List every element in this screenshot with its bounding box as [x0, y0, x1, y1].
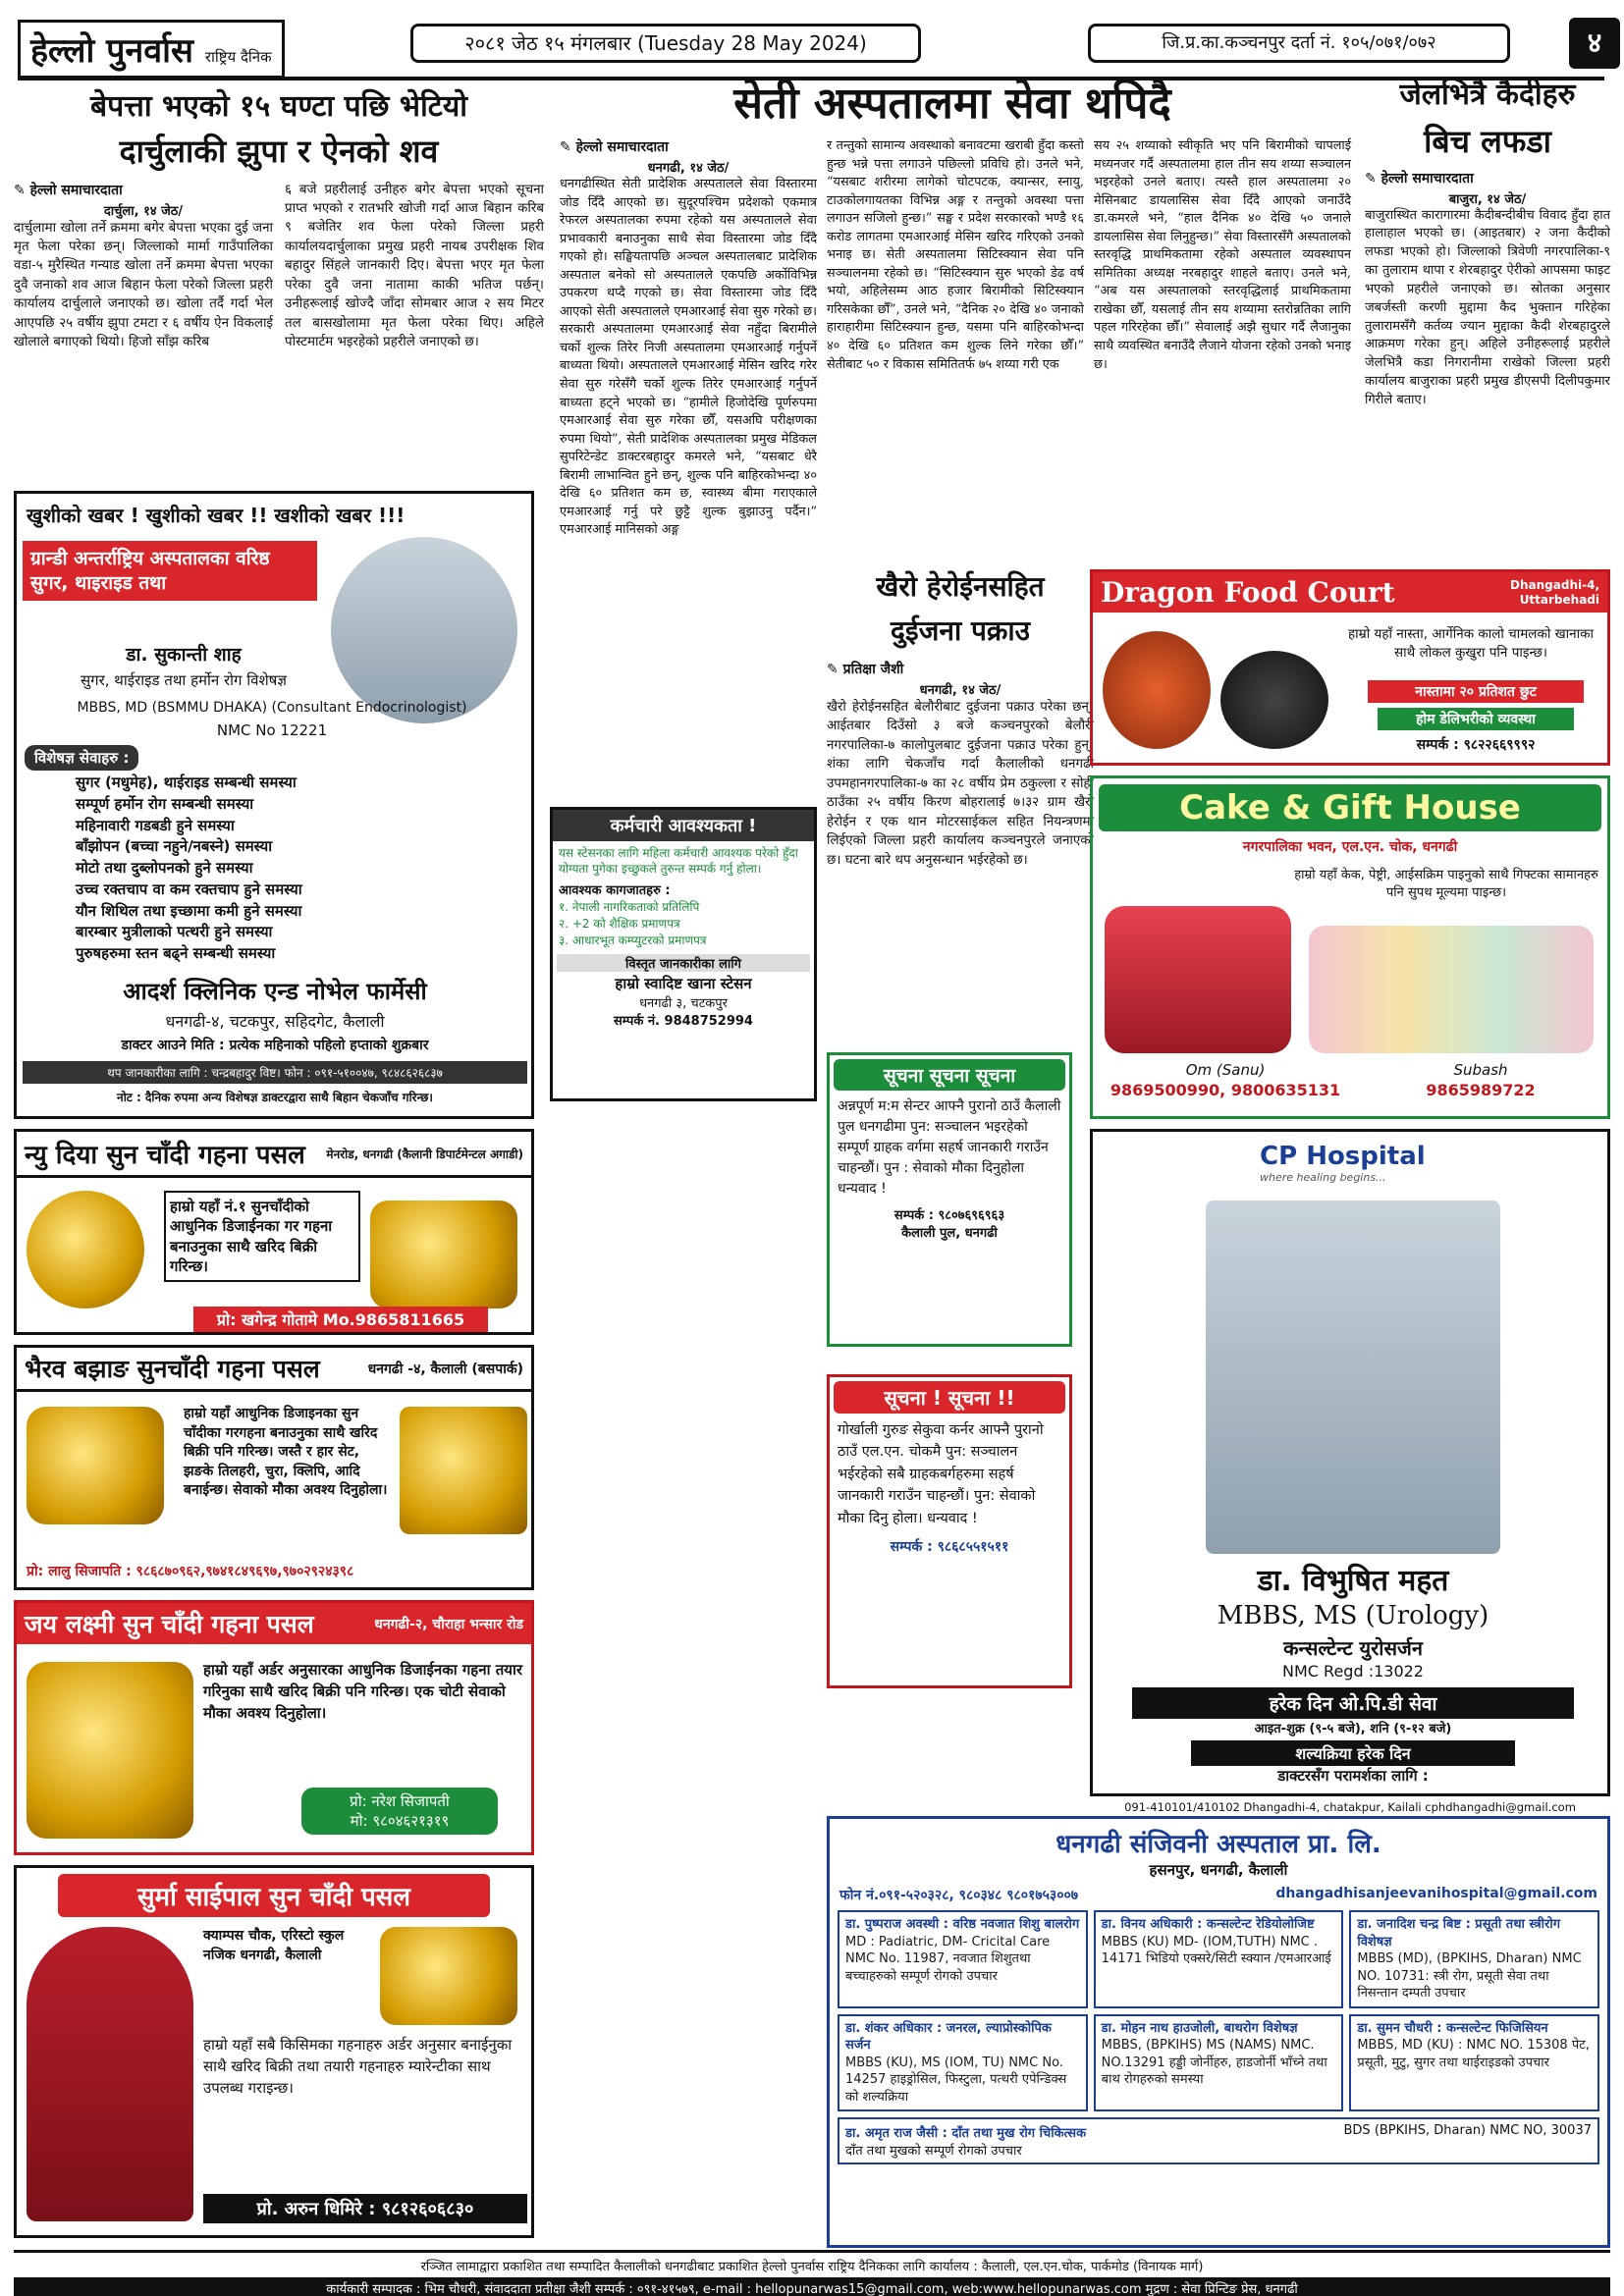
ad-offer: नास्तामा २० प्रतिशत छुट: [1368, 680, 1584, 703]
dateline-place: धनगढी, १४ जेठ/: [919, 683, 1001, 698]
logo-tagline: where healing begins...: [1260, 1171, 1386, 1184]
clinic-name: आदर्श क्लिनिक एन्ड नोभेल फार्मेसी: [123, 978, 427, 1005]
ad-new-diya-jewellers: [14, 1129, 534, 1335]
service-item: बाँझोपन (बच्चा नहुने/नबस्ने) समस्या: [76, 837, 273, 856]
owner-name: प्रो: नरेश सिजापती: [350, 1792, 450, 1810]
byline-text: हेल्लो समाचारदाता: [29, 182, 123, 198]
doctor-card-detail: MD : Padiatric, DM- Cricital Care NMC No. 11987, नवजात शिशुतथा बच्चाहरुको सम्पूर्ण रोगको उपचार: [845, 1934, 1051, 1984]
ad-location: मेनरोड, धनगढी (कैलानी डिपार्टमेन्टल अगाडी): [326, 1147, 523, 1161]
dentist-detail: BDS (BPKIHS, Dharan) NMC NO, 30037: [1343, 2123, 1592, 2139]
doctor-card-detail: MBBS, (BPKIHS) MS (NAMS) NMC. NO.13291 हड्डी जोर्नीहरु, हाडजोर्नी भाँच्ने तथा बाथ रोगहरुको समस्या: [1101, 2038, 1327, 2088]
black-rice-image: [1220, 651, 1328, 749]
ad-text: यस स्टेसनका लागि महिला कर्मचारी आवश्यक परेको हुँदा योग्यता पुगेका इच्छुकले तुरुन्त सम्पर्क गर्नु होला।: [559, 846, 798, 877]
doctor-role: कन्सल्टेन्ट युरोसर्जन: [1283, 1636, 1423, 1660]
ad-owner: प्रो. अरुन धिमिरे : ९८१२६०६८३०: [203, 2194, 527, 2223]
doctor-specialty: सुगर, थाईराइड तथा हर्मोन रोग विशेषज्ञ: [81, 671, 287, 689]
ad-jay-laxmi-jewellers: [14, 1600, 534, 1855]
opd-service: हरेक दिन ओ.पि.डी सेवा: [1132, 1687, 1574, 1719]
article-body: धनगढीस्थित सेती प्रादेशिक अस्पतालले सेवा विस्तारमा जोड दिँदै आएको छ। सुदूरपश्चिम प्रदेशको एकमात्र रेफरल अस्पतालका रुपमा रहेको यस अस्पतालले सेवा प्रभावकारी बनाउनुका साथै सेवा विस्तारमा जोड दिँदै गएको हो। सङ्घियतापछि अञ्चल अस्पतालबाट प्रादेशिक अस्पताल बनेको सो अस्पतालले एकपछि अर्कोविभिन्न उपकरण थप्दै गएको छ। सेवा विस्तारमा जोड दिँदै आएको सेती अस्पतालले एमआरआई सेवा सुरु गरेको छ। सरकारी अस्पतालमा एमआरआई सेवा नहुँदा बिरामीले चर्को शुल्क तिरेर निजी अस्पतालमा एमआरआई गर्नुपर्ने बाध्यता थियो। अस्पतालले एमआरआई मेसिन खरिद गरेर सेवा सुरु गरेसँगै चर्को शुल्क तिरेर एमआरआई गर्नुपर्ने बाध्यता हट्ने भएको छ। “हामीले हिजोदेखि पूर्णरुपमा एमआरआई सेवा सुरु गरेका छौँ, यसअघि परीक्षणका रुपमा थियो”, सेती प्रादेशिक अस्पतालका प्रमुख मेडिकल सुपरिटेन्डेट डाक्टरबहादुर कमरले भने, “यसबाट धेरै बिरामी लाभान्वित हुने छन्, शुल्क पनि बाहिरकोभन्दा ४० देखि ६० प्रतिशत कम छ, स्वास्थ्य बीमा गराएकाले एमआरआई गर्नु परे छुट्टै शुल्क बुझाउनु पर्दैन।” एमआरआई मानिसको अङ्ग: [560, 177, 817, 538]
ad-contact: सम्पर्क : ९८०७६९६९६३: [893, 1208, 1005, 1223]
doctor-name: डा. सुकान्ती शाह: [126, 644, 242, 666]
model-photo: [27, 1927, 193, 2221]
necklace-image: [27, 1191, 144, 1308]
ad-bhairav-bajhang-jewellers: [14, 1345, 534, 1590]
headline: दार्चुलाकी झुपा र ऐनको शव: [119, 132, 439, 170]
byline-text: प्रतिक्षा जैशी: [842, 662, 904, 677]
cake-image: [1105, 906, 1291, 1053]
hospital-email: dhangadhisanjeevanihospital@gmail.com: [1275, 1886, 1597, 1901]
jewellery-image: [400, 1407, 527, 1534]
ad-location: धनगढी -४, कैलाली (बसपार्क): [367, 1361, 523, 1377]
logo-text: CP Hospital: [1260, 1142, 1426, 1171]
doctor-name: डा. विभुषित महत: [1257, 1564, 1449, 1598]
hospital-logo: [1260, 1142, 1456, 1184]
doctor-card-detail: MBBS (KU), MS (IOM, TU) NMC No. 14257 हाइड्रोसिल, फिस्टुला, पत्थरी एपेन्डिक्स को शल्यक्रिया: [845, 2055, 1067, 2105]
doctor-card-name: डा. सुमन चौधरी : कन्सल्टेन्ट फिजिसियन: [1357, 2020, 1548, 2036]
ad-surma-saipal-jewellers: [14, 1865, 534, 2238]
ad-red-title: ग्रान्डी अन्तर्राष्ट्रिय अस्पतालका वरिष्ठ सुगर, थाइराइड तथा: [23, 541, 317, 601]
ad-gorkhali-sekuwa-notice: [827, 1374, 1072, 1688]
story-bajura-jail: [1365, 77, 1610, 410]
dentist-name: डा. अमृत राज जैसी : दाँत तथा मुख रोग चिकित्सक: [845, 2126, 1087, 2142]
necklace-image: [27, 1662, 193, 1839]
story-heroin-arrest: [827, 569, 1094, 870]
ad-text: हाम्रो यहाँ आधुनिक डिजाइनका सुन चाँदीका गरगहना बनाउनुका साथै खरिद बिक्री पनि गरिन्छ। जस्तै र हार सेट, झङके तिलहरी, चुरा, क्लिपि, आदि बनाईन्छ। सेवाको मौका अवश्य दिनुहोला।: [184, 1406, 388, 1499]
byline-text: हेल्लो समाचारदाता: [575, 139, 669, 155]
doctor-card-name: डा. विनय अधिकारी : कन्सल्टेन्ट रेडियोलोजिष्ट: [1101, 1917, 1315, 1932]
doctor-card: [1349, 1910, 1599, 2008]
masthead-subtitle: राष्ट्रिय दैनिक: [204, 48, 272, 66]
contact-person: Subash: [1453, 1061, 1508, 1079]
headline: खैरो हेरोईनसहित: [876, 570, 1045, 603]
jewellery-image: [27, 1407, 164, 1524]
contact-phone: 9865989722: [1426, 1081, 1536, 1099]
ad-text: हाम्रो यहाँ केक, पेष्ट्री, आईसक्रिम पाइनुको साथै गिफ्टका सामानहरु पनि सुपथ मूल्यमा पाइन्छ।: [1294, 868, 1598, 901]
byline-text: हेल्लो समाचारदाता: [1380, 170, 1474, 187]
ad-owner: प्रो: खगेन्द्र गोतामे Mo.9865811665: [193, 1307, 488, 1332]
doctor-card-detail: MBBS (MD), (BPKIHS, Dharan) NMC NO. 10731: स्त्री रोग, प्रसूती सेवा तथा निसन्तान दम्पती उपचार: [1357, 1951, 1582, 2002]
ad-title: जय लक्ष्मी सुन चाँदी गहना पसल: [25, 1610, 314, 1638]
dateline-place: दार्चुला, १४ जेठ/: [103, 203, 184, 219]
page-number: ४: [1569, 18, 1620, 69]
dateline-place: धनगढी, १४ जेठ/: [647, 161, 730, 176]
article-body: सय २५ शय्याको स्वीकृति भए पनि बिरामीको चापलाई मध्यनजर गर्दै अस्पतालमा हाल तीन सय शय्या सञ्चालन भइरहेको उनले बताए। त्यस्तै हाल अस्पतालमा २० मेसिनबाट डायलासिस सेवा दिँदै आएको जनाउँदै डा.कमरले भने, “हाल दैनिक ४० देखि ५० जनाले डायलासिस सेवा लिनुहुन्छ।” सेवा विस्तारसँगै अस्पतालको स्तरवृद्धि प्राथमिकतामा रहेको अस्पताल व्यवस्थापन समितिका अध्यक्ष नरबहादुर शाहले बताए। उनले भने, “अब यस अस्पतालको स्तरवृद्धिलाई प्राथमिकतामा राखेका छौँ, यसलाई तीन सय शय्यामा स्तरोन्नतिका लागि पहल गरिरहेका छौँ।” सेवालाई अझै सुधार गर्दै लैजानुका साथै व्यवस्थित बनाउँदै लैजाने योजना रहेको उनको भनाइ छ।: [1094, 138, 1351, 372]
business-address: धनगढी ३, चटकपुर: [639, 996, 728, 1012]
byline: ✎ प्रतिक्षा जैशी: [827, 662, 904, 677]
ad-location: नगरपालिका भवन, एल.एन. चोक, धनगढी: [1242, 839, 1458, 855]
surgery-daily: शल्यक्रिया हरेक दिन: [1191, 1740, 1515, 1766]
dateline: २०८१ जेठ १५ मंगलबार (Tuesday 28 May 2024): [410, 24, 921, 63]
ad-title: सूचना ! सूचना !!: [834, 1381, 1065, 1414]
ad-owner: प्रो: लालु सिजापति : ९८६८७०९६२,९७४१८४९६९७,९७०२९२४३९८: [27, 1564, 354, 1579]
ad-job-vacancy: [550, 807, 817, 1101]
service-item: पुरुषहरुमा स्तन बढ्ने सम्बन्धी समस्या: [76, 944, 276, 962]
ad-location: [1510, 578, 1599, 607]
service-item: सुगर (मधुमेह), थाईराइड सम्बन्धी समस्या: [76, 774, 297, 791]
masthead-title: हेल्लो पुनर्वास: [30, 31, 193, 71]
story-seti-hospital: [560, 77, 1345, 131]
article-body: र तन्तुको सामान्य अवस्थाको बनावटमा खराबी हुँदा कस्तो हुन्छ भन्ने पत्ता लगाउने पछिल्लो प्रविधि हो। उनले भने, “यसबाट शरीरमा लागेको चोटपटक, क्यान्सर, स्नायु, टाउकोलगायतका विभिन्न अङ्ग र तन्तुको अवस्था पत्ता लगाउन सजिलो हुन्छ।” सङ्घ र प्रदेश सरकारको भण्डै १६ करोड लागतमा एमआरआई मेसिन खरिद गरिएको उनको भनाइ छ। सेती अस्पतालमा सिटिस्क्यान सेवा पनि सञ्चालनमा रहेको छ। “सिटिस्क्यान सुरु भएको डेढ वर्ष भयो, अहिलेसम्म आठ हजार बिरामीको सिटिस्क्यान गरिसकेका छौँ”, उनले भने, “दैनिक २० देखि ४० जनाको हाराहारीमा सिटिस्क्यान हुन्छ, यसमा पनि बाहिरकोभन्दा ४० देखि ६० प्रतिशत कम शुल्क लिने गरेका छौँ।” सेतीबाट ५० र विकास समितितर्फ ७५ शय्या गरी एक: [827, 138, 1084, 372]
ad-delivery: होम डेलिभरीको व्यवस्था: [1378, 708, 1574, 730]
doctor-card-name: डा. शंकर अधिकार : जनरल, ल्याप्रोस्कोपिक सर्जन: [845, 2020, 1052, 2054]
hospital-name: धनगढी संजिवनी अस्पताल प्रा. लि.: [1056, 1830, 1381, 1859]
ad-contact: सम्पर्क : ९८६८५५१५११: [890, 1539, 1009, 1556]
footer-publisher: रञ्जित लामाद्वारा प्रकाशित तथा सम्पादित कैलालीको धनगढीबाट प्रकाशित हेल्लो पुनर्वास राष्ट्रिय दैनिकका लागि कार्यालय : कैलाली, एल.एन.चोक, पार्कमोड (विनायक मार्ग): [420, 2260, 1204, 2274]
doctor-nmc: NMC Regd :13022: [1282, 1662, 1424, 1681]
hospital-address: हसनपुर, धनगढी, कैलाली: [1149, 1861, 1288, 1879]
requirement: १. नेपाली नागरिकताको प्रतिलिपि: [559, 900, 700, 915]
ad-title: भैरव बझाङ सुनचाँदी गहना पसल: [25, 1355, 320, 1383]
ad-location: धनगढी-२, चौराहा भन्सार रोड: [374, 1616, 523, 1632]
doctor-card: [1349, 2014, 1599, 2112]
requirements-label: आवश्यक कागजातहरु :: [559, 883, 671, 899]
service-item: उच्च रक्तचाप वा कम रक्तचाप हुने समस्या: [76, 880, 302, 898]
owner-phone: मो: ९८०४६२१३१९: [350, 1812, 450, 1830]
article-body: ६ बजे प्रहरीलाई उनीहरु बगेर बेपत्ता भएको सूचना प्राप्त भएको र रातभरि खोजी गर्दा आज बिहान करिब ९ बजेतिर शव फेला परेको जिल्ला प्रहरी कार्यालयदार्चुलाका प्रमुख प्रहरी नायब उपरीक्षक शिव बहादुर सिंहले जानकारी दिए। बेपत्ता भएर मृत फेला परेका दुवै जना नातामा काकी भतिज पर्छन्। उनीहरूलाई खोज्दै जाँदा सोमबार आज २ सय मिटर तल बासखोलामा मृत फेला परेका थिए। अहिले पोस्टमार्टम भइरहेको प्रहरीले जनाएको छ।: [285, 182, 544, 349]
masthead: [18, 20, 285, 79]
headline: दुईजना पक्राउ: [891, 614, 1030, 647]
doctor-card-detail: MBBS (KU) MD- (IOM,TUTH) NMC . 14171 भिडियो एक्सरे/सिटी स्क्यान /एमआरआई: [1101, 1934, 1331, 1967]
page-header: [18, 12, 1604, 80]
story-seti-col1: [560, 137, 817, 540]
headline: बेपत्ता भएको १५ घण्टा पछि भेटियो: [89, 89, 468, 124]
dateline-place: बाजुरा, १४ जेठ/: [1448, 191, 1527, 207]
business-name: हाम्रो स्वादिष्ट खाना स्टेसन: [615, 975, 752, 993]
ad-dragon-food-court: [1090, 569, 1610, 766]
contact-person: Om (Sanu): [1185, 1061, 1266, 1079]
article-body: दार्चुलामा खोला तर्ने क्रममा बगेर बेपत्ता भएका दुई जना मृत फेला परेका छन्। जिल्लाको मार्मा गाउँपालिका वडा-५ मुरैस्थित गन्याड खोला तर्ने क्रममा बेपत्ता भएका दुवै जनाको शव आज बिहान फेला परेको जिल्ला प्रहरी कार्यालय दार्चुलाले जनाएको छ। खोला तर्दै गर्दा भेल आएपछि २५ वर्षीय झुपा टमटा र ६ वर्षीय ऐन विकलाई खोलाले बगाएको थियो। हिजो साँझ करिब: [14, 220, 273, 350]
ad-address: क्याम्पस चौक, एरिस्टो स्कुल नजिक धनगढी, कैलाली: [203, 1928, 345, 1963]
doctor-card-name: डा. पुष्पराज अवस्थी : वरिष्ठ नवजात शिशु बालरोग: [845, 1917, 1080, 1932]
services-label: विशेषज्ञ सेवाहरु :: [25, 745, 138, 771]
ad-title: न्यु दिया सुन चाँदी गहना पसल: [25, 1141, 305, 1170]
ad-contact: सम्पर्क : ९८२२६६९९९२: [1416, 737, 1536, 753]
ad-title: Dragon Food Court: [1101, 576, 1395, 609]
ad-title: कर्मचारी आवश्यकता !: [553, 810, 814, 841]
ad-title: सुर्मा साईपाल सुन चाँदी पसल: [58, 1874, 490, 1917]
page-footer: [14, 2250, 1610, 2296]
ad-owner: [301, 1788, 498, 1835]
more-info: विस्तृत जानकारीका लागि: [557, 954, 810, 972]
doctor-degree: MBBS, MS (Urology): [1217, 1601, 1489, 1630]
headline: बिच लफडा: [1424, 122, 1551, 160]
story-darchula: [14, 88, 544, 352]
business-phone: सम्पर्क नं. 9848752994: [614, 1014, 753, 1030]
ad-title: सूचना सूचना सूचना: [834, 1059, 1065, 1091]
doctor-card-detail: MBBS, MD (KU) : NMC NO. 15308 पेट, प्रसूती, मुटु, सुगर तथा थाईराइडको उपचार: [1357, 2038, 1590, 2070]
chicken-image: [1103, 631, 1211, 749]
ad-cake-gift-house: [1090, 775, 1610, 1119]
story-seti-col3: [1094, 137, 1351, 374]
ad-text: गोर्खाली गुरुङ सेकुवा कर्नर आफ्नै पुरानो ठाउँ एल.एन. चोकमै पुन: सञ्चालन भईरहेको सबै ग्राहकबर्गहरुमा सहर्ष जानकारी गराउँन चाहन्छौं। पुन: सेवाको मौका दिनु होला। धन्यवाद !: [838, 1422, 1044, 1526]
visit-schedule: डाक्टर आउने मिति : प्रत्येक महिनाको पहिलो हप्ताको शुक्रबार: [121, 1038, 429, 1053]
doctor-degree: MBBS, MD (BSMMU DHAKA) (Consultant Endocrinologist): [77, 700, 467, 716]
doctor-card: [838, 1910, 1088, 2008]
dentist-note: दाँत तथा मुखको सम्पूर्ण रोगको उपचार: [845, 2144, 1022, 2160]
hospital-phone: फोन नं.०९१-५२०३२८, ९८०३४८ ९८०१७५३००७: [839, 1888, 1079, 1903]
ad-banner: खुशीको खबर ! खुशीको खबर !! खशीको खबर !!!: [27, 504, 406, 527]
icecream-image: [1309, 926, 1594, 1053]
location-line: Uttarbehadi: [1519, 592, 1599, 607]
doctor-card-name: डा. मोहन नाथ हाउजोली, बाथरोग विशेषज्ञ: [1101, 2020, 1298, 2036]
ad-text: हाम्रो यहाँ नं.१ सुनचाँदीको आधुनिक डिजाईनका गर गहना बनाउनुका साथै खरिद बिक्री गरिन्छ।: [164, 1191, 360, 1282]
doctor-nmc: NMC No 12221: [216, 721, 328, 739]
requirement: २. +2 को शैक्षिक प्रमाणपत्र: [559, 917, 680, 932]
service-item: महिनावारी गडबडी हुने समस्या: [76, 816, 235, 834]
article-body: खैरो हेरोईनसहित बेलौरीबाट दुईजना पक्राउ परेका छन्। आईतबार दिउँसो ३ बजे कञ्चनपुरको बेलौरी नगरपालिका-७ कालोपुलबाट दुईजना पक्राउ परेका हुन्। शंका लागि चेकजाँच गर्दा कैलालीको धनगढी उपमहानगरपालिका-७ का २८ वर्षीय प्रेम ठकुल्ला र सोही ठाउँका २५ वर्षीय किरण बोहरालाई ७।३२ ग्राम खैरो हेरोईन र एक थान मोटरसाईकल सहित नियन्त्रणमा लिईएको जिल्ला प्रहरी कार्यालय कञ्चनपुरले जनाएको छ। घटना बारे थप अनुसन्धान भईरहेको छ।: [827, 700, 1094, 868]
footer-contact: कार्यकारी सम्पादक : भिम चौधरी, संवाददाता प्रतीक्षा जैशी सम्पर्क : ०९१-४१५७९, e-mail : hellopunarwas15@gmail.com, web:www.hellopunarwas.com मुद्रण : सेवा प्रिन्टिङ प्रेस, धनगढी: [14, 2277, 1610, 2296]
service-item: मोटो तथा दुब्लोपनको हुने समस्या: [76, 859, 253, 877]
service-item: बारम्बार मुत्रीलाको पत्थरी हुने समस्या: [76, 923, 273, 941]
services-list: [76, 773, 527, 965]
requirement: ३. आधारभूत कम्प्युटरको प्रमाणपत्र: [559, 934, 707, 948]
doctor-card: [838, 2014, 1088, 2112]
ring-image: [380, 1927, 517, 2025]
ad-annapurna-momo-notice: [827, 1052, 1072, 1347]
registration-number: जि.प्र.का.कञ्चनपुर दर्ता नं. १०५/०७१/०७२: [1088, 24, 1510, 63]
ad-place: कैलाली पुल, धनगढी: [901, 1226, 998, 1241]
story-seti-col2: [827, 137, 1084, 374]
cp-hospital-contact: 091-410101/410102 Dhangadhi-4, chatakpur, Kailali cphdhangadhi@gmail.com: [1124, 1800, 1576, 1814]
headline: जेलभित्रै कैदीहरु: [1399, 78, 1576, 112]
ad-text: हाम्रो यहाँ नास्ता, आर्गेनिक कालो चामलको खानाका साथै लोकल कुखुरा पनि पाइन्छ।: [1347, 626, 1595, 661]
clinic-contact: थप जानकारीका लागि : चन्द्रबहादुर विष्ट। फोन : ०९१-५१००४७, ९८४८६२६८३७: [23, 1061, 527, 1084]
contact-phone: 9869500990, 9800635131: [1110, 1081, 1341, 1099]
ad-text: हाम्रो यहाँ सबै किसिमका गहनाहरु अर्डर अनुसार बनाईनुका साथै खरिद बिक्री तथा तयारी गहनाहरु म्यारेन्टीका साथ उपलब्ध गराइन्छ।: [203, 2036, 513, 2097]
doctor-card-name: डा. जनादिश चन्द्र बिष्ट : प्रसूती तथा स्त्रीरोग विशेषज्ञ: [1357, 1917, 1561, 1949]
doctor-card: [1094, 1910, 1344, 2008]
ad-text: अन्नपूर्ण म:म सेन्टर आफ्नै पुरानो ठाउँ कैलाली पुल धनगढीमा पुन: सञ्चालन भइरहेको सम्पूर्ण ग्राहक वर्गमा सहर्ष जानकारी गराउँन चाहन्छौं। पुन : सेवाको मौका दिनुहोला धन्यवाद !: [838, 1098, 1061, 1197]
byline: ✎ हेल्लो समाचारदाता: [1365, 170, 1474, 187]
service-item: सम्पूर्ण हर्मोन रोग सम्बन्धी समस्या: [76, 794, 254, 813]
ad-title: Cake & Gift House: [1099, 784, 1601, 831]
ad-sanjeevani-hospital: [827, 1816, 1610, 2248]
doctor-photo: [1206, 1201, 1500, 1554]
doctor-photo: [331, 537, 517, 723]
service-item: यौन शिथिल तथा इच्छामा कमी हुने समस्या: [76, 901, 302, 920]
clinic-address: धनगढी-४, चटकपुर, सहिदगेट, कैलाली: [165, 1012, 385, 1031]
clinic-note: नोट : दैनिक रुपमा अन्य विशेषज्ञ डाक्टरद्वारा साथै बिहान चेकजाँच गरिन्छ।: [117, 1091, 433, 1104]
ad-cp-hospital: [1090, 1129, 1610, 1796]
ad-text: हाम्रो यहाँ अर्डर अनुसारका आधुनिक डिजाईनका गहना तयार गरिनुका साथै खरिद बिक्री पनि गरिन्छ। एक चोटी सेवाको मौका अवश्य दिनुहोला।: [203, 1661, 522, 1722]
opd-hours: आइत-शुक्र (९-५ बजे), शनि (९-१२ बजे): [1254, 1722, 1452, 1736]
bangles-image: [370, 1201, 517, 1308]
location-line: Dhangadhi-4,: [1510, 578, 1599, 593]
byline: ✎ हेल्लो समाचारदाता: [560, 139, 669, 155]
headline: सेती अस्पतालमा सेवा थपिदै: [733, 79, 1171, 129]
ad-adarsha-clinic: [14, 491, 534, 1119]
consult-label: डाक्टरसँग परामर्शका लागि :: [1277, 1767, 1429, 1785]
article-body: बाजुरास्थित कारागारमा कैदीबन्दीबीच विवाद हुँदा हात हालाहाल भएको छ। (आइतबार) २ जना कैदीको लफडा भएको हो। जिल्लाको त्रिवेणी नगरपालिका-९ का तुलाराम थापा र शेरबहादुर ऐरीको आपसमा फाइट भएको प्रहरीले जनाएको छ। स्रोतका अनुसार जबर्जस्ती करणी मुद्दामा कैद भुक्तान गरिहेका तुलारामसँगै कर्तव्य ज्यान मुद्दाका कैदी शेरबहादुरले आक्रमण गरेका हुन्। अहिले उनीहरूलाई प्रहरीले जेलभित्रै कडा निगरानीमा राखेको जिल्ला प्रहरी कार्यालय बाजुराका प्रहरी प्रमुख डीएसपी दिलीपकुमार गिरीले बताए।: [1365, 207, 1610, 407]
doctor-card: [1094, 2014, 1344, 2112]
byline: ✎ हेल्लो समाचारदाता: [14, 182, 123, 198]
